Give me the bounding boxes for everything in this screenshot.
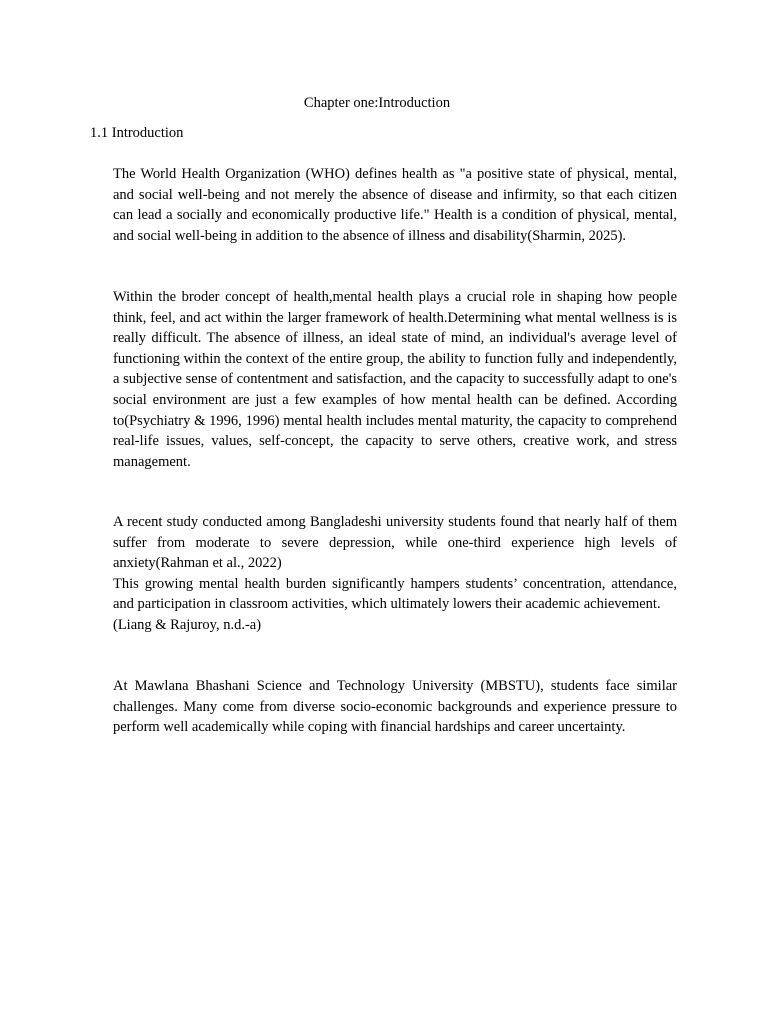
paragraph-mbstu (113, 676, 677, 738)
paragraph-bangladesh-study (113, 512, 677, 636)
paragraph-text: The World Health Organization (WHO) defines health as "a positive state of physical, mental, and social well-being and not merely the absence of disease and infirmity, so that each citizen can lead a socially and economically productive life." Health is a condition of physical, mental, and social well-being in addition to the absence of illness and disability(Sharmin, 2025). (113, 166, 677, 244)
paragraph-text: At Mawlana Bhashani Science and Technology University (MBSTU), students face similar challenges. Many come from diverse socio-economic backgrounds and experience pressure to perform well academically while coping with financial hardships and career uncertainty. (113, 678, 677, 736)
section-heading: 1.1 Introduction (90, 125, 184, 141)
paragraph-mental-health-concept (113, 287, 677, 472)
paragraph-text: This growing mental health burden significantly hampers students’ concentration, attendance, and participation in classroom activities, which ultimately lowers their academic achievement. (113, 575, 677, 613)
paragraph-text: Within the broder concept of health,mental health plays a crucial role in shaping how people think, feel, and act within the larger framework of health.Determining what mental wellness is is really difficult. The absence of illness, an ideal state of mind, an individual's average level of functioning within the context of the entire group, the ability to function fully and independently, a subjective sense of contentment and satisfaction, and the capacity to successfully adapt to one's social environment are just a few examples of how mental health can be defined. According to(Psychiatry & 1996, 1996) mental health includes mental maturity, the capacity to comprehend real-life issues, values, self-concept, the capacity to serve others, creative work, and stress management. (113, 289, 677, 470)
paragraph-who-definition (113, 164, 677, 246)
chapter-title: Chapter one:Introduction (303, 95, 451, 111)
citation-text: (Liang & Rajuroy, n.d.-a) (113, 616, 262, 633)
paragraph-text: A recent study conducted among Bangladeshi university students found that nearly half of them suffer from moderate to severe depression, while one-third experience high levels of anxiety(Rahman et al., 2022) (113, 514, 677, 572)
